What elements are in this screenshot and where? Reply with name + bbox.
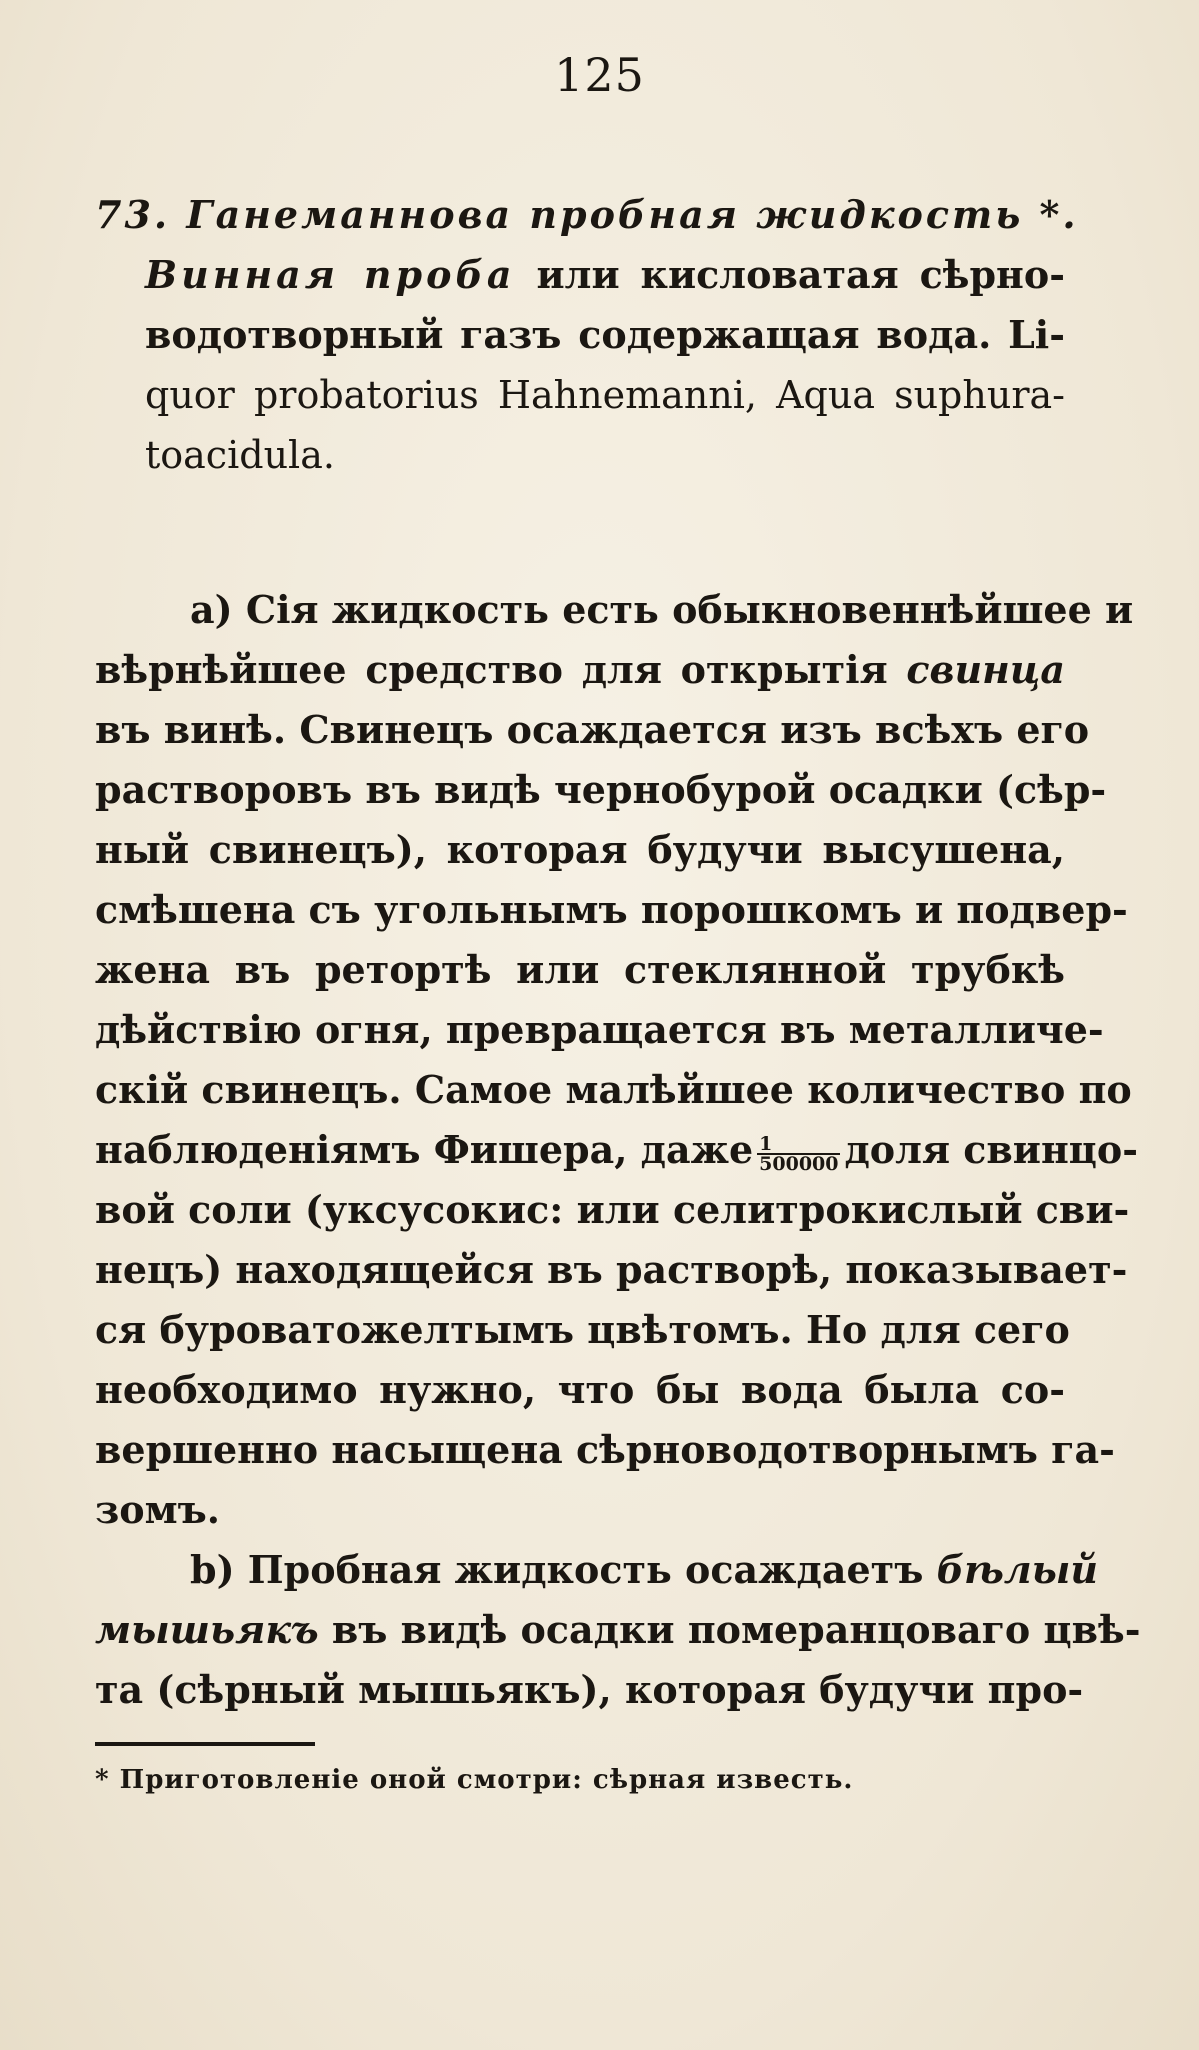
term-arsenic: мышьякъ xyxy=(95,1607,319,1652)
para-a-line: дѣйствію огня, превращается въ металличе- xyxy=(95,1007,1104,1052)
para-a-line: скій свинецъ. Самое малѣйшее количество по xyxy=(95,1067,1132,1112)
entry-header xyxy=(95,185,1079,485)
para-a-line: ный свинецъ), которая будучи высушена, xyxy=(95,827,1065,872)
fraction: $\frac{1}{500000}$ xyxy=(759,1132,839,1175)
para-a-line: наблюденіямъ Фишера, даже $\frac{1}{500000}$ доля свинцо- xyxy=(95,1127,1138,1175)
para-b-line: мышьякъ въ видѣ осадки померанцоваго цвѣ- xyxy=(95,1607,1141,1652)
para-b-line: b) Пробная жидкость осаждаетъ бѣлый xyxy=(190,1547,1099,1592)
para-a-line: нецъ) находящейся въ растворѣ, показывает- xyxy=(95,1247,1128,1292)
intro-line-2: водотворный газъ содержащая вода. Li- xyxy=(145,312,1065,357)
page-number: 125 xyxy=(554,48,645,102)
para-a-line: въ винѣ. Свинецъ осаждается изъ всѣхъ его xyxy=(95,707,1090,752)
term-wine-test: Винная проба xyxy=(145,252,516,297)
para-a-line: растворовъ въ видѣ чернобурой осадки (сѣр- xyxy=(95,767,1107,812)
intro-line-4: toacidula. xyxy=(145,433,335,477)
para-a-line: вершенно насыщена сѣрноводотворнымъ га- xyxy=(95,1427,1115,1472)
para-a-line: жена въ ретортѣ или стеклянной трубкѣ xyxy=(95,947,1065,992)
para-a-line: смѣшена съ угольнымъ порошкомъ и подвер- xyxy=(95,887,1128,932)
paragraph-b xyxy=(95,1540,1141,1720)
intro-line-1: Винная проба или кисловатая сѣрно- xyxy=(145,252,1065,297)
para-a-line: вой соли (уксусокис: или селитрокислый сви- xyxy=(95,1187,1130,1232)
footnote-divider xyxy=(95,1742,315,1746)
intro-line-3: quor probatorius Hahnemanni, Aqua suphura- xyxy=(145,373,1065,417)
para-a-line: зомъ. xyxy=(95,1487,220,1532)
term-lead: свинца xyxy=(906,647,1065,692)
para-a-line: вѣрнѣйшее средство для открытія свинца xyxy=(95,647,1065,692)
para-a-line: ся буроватожелтымъ цвѣтомъ. Но для сего xyxy=(95,1307,1070,1352)
para-a-line: необходимо нужно, что бы вода была со- xyxy=(95,1367,1065,1412)
para-a-line: а) Сія жидкость есть обыкновеннѣйшее и xyxy=(190,587,1134,632)
para-b-line: та (сѣрный мышьякъ), которая будучи про- xyxy=(95,1667,1084,1712)
footnote: * Приготовленіе оной смотри: сѣрная известь. xyxy=(95,1765,854,1795)
term-white-arsenic: бѣлый xyxy=(936,1547,1099,1592)
paragraph-a xyxy=(95,580,1138,1540)
entry-heading: 73. Ганеманнова пробная жидкость *. xyxy=(95,192,1079,237)
